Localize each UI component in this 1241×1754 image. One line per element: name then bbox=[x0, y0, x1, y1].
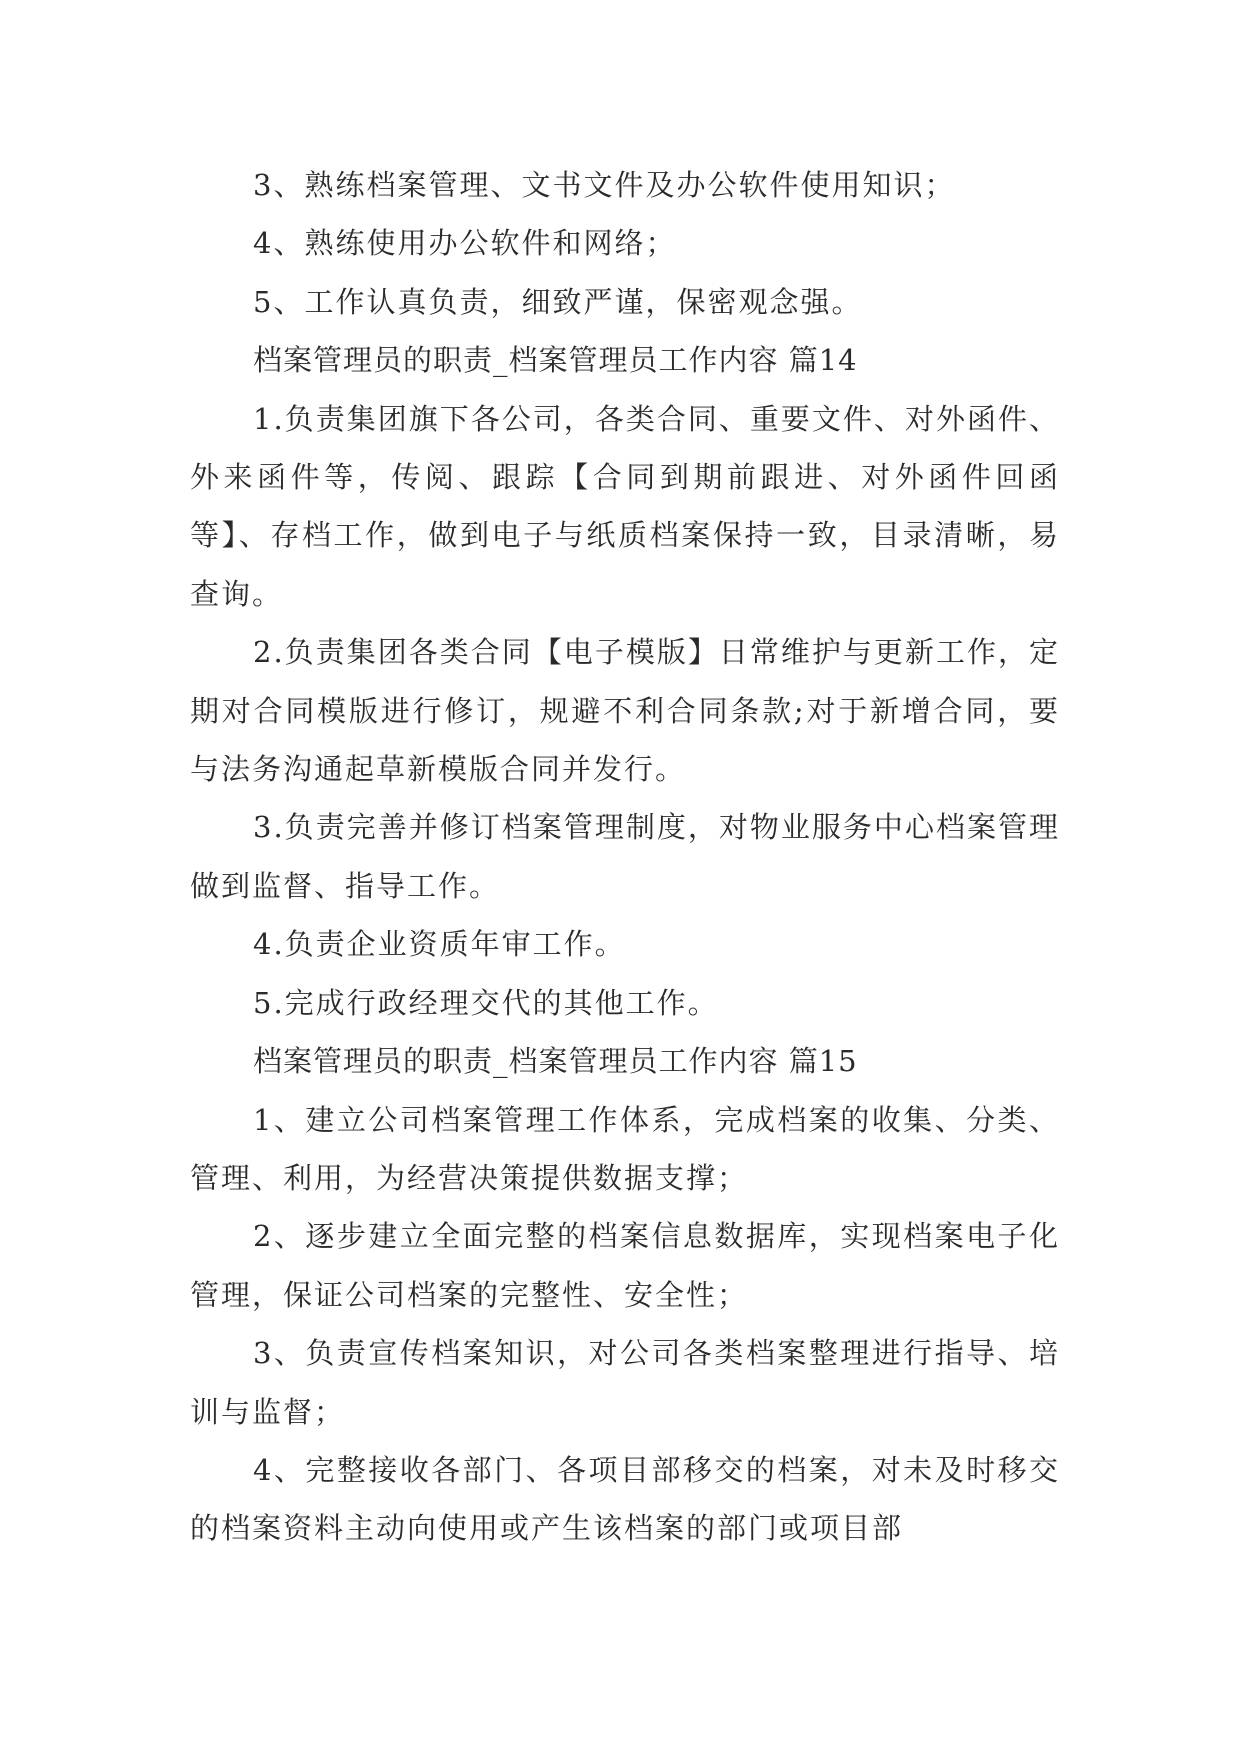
paragraph-duty-1-system: 1、建立公司档案管理工作体系，完成档案的收集、分类、管理、利用，为经营决策提供数据支撑； bbox=[190, 1102, 1060, 1195]
paragraph-duty-3-training: 3、负责宣传档案知识，对公司各类档案整理进行指导、培训与监督； bbox=[190, 1336, 1060, 1429]
paragraph-duty-1-contracts: 1.负责集团旗下各公司，各类合同、重要文件、对外函件、外来函件等，传阅、跟踪【合同到期前跟进、对外函件回函等】、存档工作，做到电子与纸质档案保持一致，目录清晰，易查询。 bbox=[190, 401, 1060, 611]
paragraph-duty-2-templates: 2.负责集团各类合同【电子模版】日常维护与更新工作，定期对合同模版进行修订，规避不利合同条款;对于新增合同，要与法务沟通起草新模版合同并发行。 bbox=[190, 635, 1060, 787]
section-heading-15: 档案管理员的职责_档案管理员工作内容 篇15 bbox=[253, 1044, 858, 1079]
paragraph-item-5-attitude: 5、工作认真负责，细致严谨，保密观念强。 bbox=[253, 284, 863, 319]
paragraph-duty-4-qualification: 4.负责企业资质年审工作。 bbox=[253, 927, 626, 962]
paragraph-duty-2-database: 2、逐步建立全面完整的档案信息数据库，实现档案电子化管理，保证公司档案的完整性、安全性； bbox=[190, 1219, 1060, 1312]
document-body bbox=[190, 156, 1060, 1558]
paragraph-duty-4-receiving: 4、完整接收各部门、各项目部移交的档案，对未及时移交的档案资料主动向使用或产生该档案的部门或项目部 bbox=[190, 1452, 1060, 1546]
paragraph-item-4-software: 4、熟练使用办公软件和网络； bbox=[253, 226, 677, 261]
section-heading-14: 档案管理员的职责_档案管理员工作内容 篇14 bbox=[253, 343, 858, 378]
paragraph-duty-3-system: 3.负责完善并修订档案管理制度，对物业服务中心档案管理做到监督、指导工作。 bbox=[190, 810, 1060, 903]
paragraph-item-3-skills: 3、熟练档案管理、文书文件及办公软件使用知识； bbox=[253, 168, 956, 202]
paragraph-duty-5-other: 5.完成行政经理交代的其他工作。 bbox=[253, 985, 719, 1020]
